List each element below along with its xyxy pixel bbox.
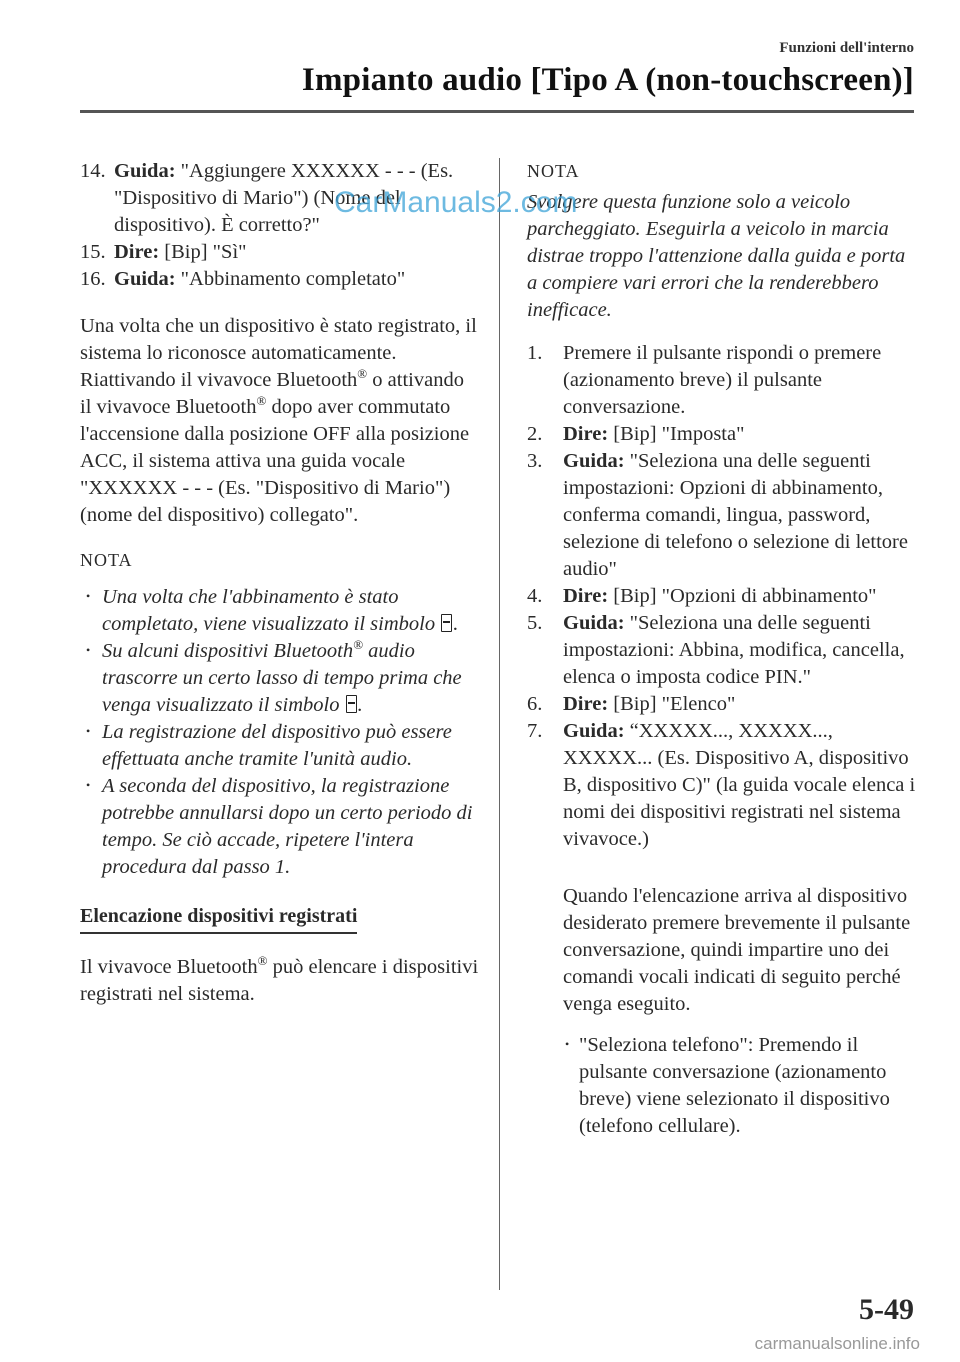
step-text: [Bip] "Sì": [159, 241, 247, 263]
step-1: [527, 340, 919, 421]
step-keyword: Guida:: [114, 268, 176, 290]
step-2: [527, 421, 919, 448]
step-keyword: Guida:: [114, 160, 176, 182]
para-text: può elencare i dispositivi registrati nel sistema.: [80, 956, 479, 1005]
step-keyword: Dire:: [114, 241, 160, 263]
step-text: "Aggiungere XXXXXX - - - (Es. "Dispositivo di Mario") (Nome del dispositivo). È corretto?": [114, 160, 454, 236]
header-rule: [80, 110, 914, 113]
nota-text: La registrazione del dispositivo può essere effettuata anche tramite l'unità audio.: [102, 721, 452, 770]
command-list: [563, 1032, 919, 1140]
nota-warning: Svolgere questa funzione solo a veicolo parcheggiato. Eseguirla a veicolo in marcia distrae troppo l'attenzione dalla guida e porta a compiere vari errori che la renderebbero inefficace.: [527, 191, 906, 321]
nota-text: Una volta che l'abbinamento è stato completato, viene visualizzato il simbolo: [102, 586, 441, 635]
nota-text: .: [357, 694, 363, 716]
step-keyword: Guida:: [563, 450, 625, 472]
step-list-left: [80, 158, 480, 293]
nota-heading: NOTA: [80, 550, 133, 570]
step-text: Premere il pulsante rispondi o premere (azionamento breve) il pulsante conversazione.: [563, 342, 882, 418]
watermark-logo: CarManuals2.com: [334, 186, 578, 219]
step-number: 5.: [527, 612, 543, 634]
registered-mark: ®: [256, 393, 267, 409]
step-4: [527, 583, 919, 610]
nota-text: .: [453, 613, 459, 635]
step-text: "Abbinamento completato": [175, 268, 406, 290]
bluetooth-phone-icon: [346, 695, 357, 713]
page-title: Impianto audio [Tipo A (non-touchscreen)]: [301, 62, 914, 98]
para-text: Una volta che un dispositivo è stato registrato, il sistema lo riconosce automaticamente. Riattivando il vivavoce Bluetooth: [80, 315, 477, 391]
step-number: 4.: [527, 585, 543, 607]
step-list-right: [527, 340, 919, 853]
nota-item: [80, 719, 480, 773]
nota-item: [80, 584, 480, 638]
paragraph-select-device: Quando l'elencazione arriva al dispositivo desiderato premere brevemente il pulsante conversazione, quindi impartire uno dei comandi vocali indicati di seguito perché venga eseguito.: [563, 885, 911, 1015]
step-text: "Seleziona una delle seguenti impostazioni: Opzioni di abbinamento, conferma comandi, lingua, password, selezione di telefono o selezione di lettore audio": [563, 450, 908, 580]
step-number: 16.: [80, 268, 106, 290]
nota-item: [80, 773, 480, 881]
step-keyword: Dire:: [563, 585, 609, 607]
step-text: [Bip] "Elenco": [608, 693, 736, 715]
step-text: [Bip] "Imposta": [608, 423, 745, 445]
step-15: [80, 239, 480, 266]
step-5: [527, 610, 919, 691]
para-text: o attivando il vivavoce Bluetooth: [80, 369, 464, 418]
right-column: [527, 158, 919, 1140]
nota-item: [80, 638, 480, 719]
step-keyword: Dire:: [563, 423, 609, 445]
step-keyword: Guida:: [563, 612, 625, 634]
step-7: [527, 718, 919, 853]
nota-heading: NOTA: [527, 161, 580, 181]
step-6: [527, 691, 919, 718]
step-text: "Seleziona una delle seguenti impostazioni: Abbina, modifica, cancella, elenca o imposta codice PIN.": [563, 612, 905, 688]
step-number: 14.: [80, 160, 106, 182]
registered-mark: ®: [353, 637, 363, 653]
nota-list: [80, 584, 480, 881]
step-number: 7.: [527, 720, 543, 742]
paragraph-registration: [80, 313, 480, 529]
step-text: “XXXXX..., XXXXX..., XXXXX... (Es. Dispositivo A, dispositivo B, dispositivo C)" (la guida vocale elenca i nomi dei dispositivi registrati nel sistema vivavoce.): [563, 720, 916, 850]
para-text: dopo aver commutato l'accensione dalla posizione OFF alla posizione ACC, il sistema attiva una guida vocale "XXXXXX - - - (Es. "Dispositivo di Mario") (nome del dispositivo) collegato".: [80, 396, 470, 526]
step-16: [80, 266, 480, 293]
step-3: [527, 448, 919, 583]
step-number: 6.: [527, 693, 543, 715]
command-item: • "Seleziona telefono": Premendo il pulsante conversazione (azionamento breve) viene selezionato il dispositivo (telefono cellulare).: [563, 1032, 919, 1140]
nota-text: audio trascorre un certo lasso di tempo prima che venga visualizzato il simbolo: [102, 640, 462, 716]
subheading-registered-devices: Elencazione dispositivi registrati: [80, 903, 357, 934]
step-keyword: Guida:: [563, 720, 625, 742]
footer-watermark: carmanualsonline.info: [754, 1334, 920, 1353]
column-divider: [499, 158, 500, 1290]
paragraph-list-devices: [80, 954, 480, 1008]
step-number: 3.: [527, 450, 543, 472]
step-text: [Bip] "Opzioni di abbinamento": [608, 585, 877, 607]
nota-text: Su alcuni dispositivi Bluetooth: [102, 640, 354, 662]
page-number: 5-49: [859, 1293, 914, 1326]
nota-text: A seconda del dispositivo, la registrazione potrebbe annullarsi dopo un certo periodo di tempo. Se ciò accade, ripetere l'intera procedura dal passo 1.: [102, 775, 473, 878]
registered-mark: ®: [257, 953, 268, 969]
bluetooth-phone-icon: [441, 614, 452, 632]
header-section-label: Funzioni dell'interno: [779, 40, 914, 56]
step-number: 15.: [80, 241, 106, 263]
step-number: 2.: [527, 423, 543, 445]
left-column: [80, 158, 480, 1008]
step-number: 1.: [527, 342, 543, 364]
step-keyword: Dire:: [563, 693, 609, 715]
registered-mark: ®: [357, 366, 368, 382]
para-text: Il vivavoce Bluetooth: [80, 956, 258, 978]
